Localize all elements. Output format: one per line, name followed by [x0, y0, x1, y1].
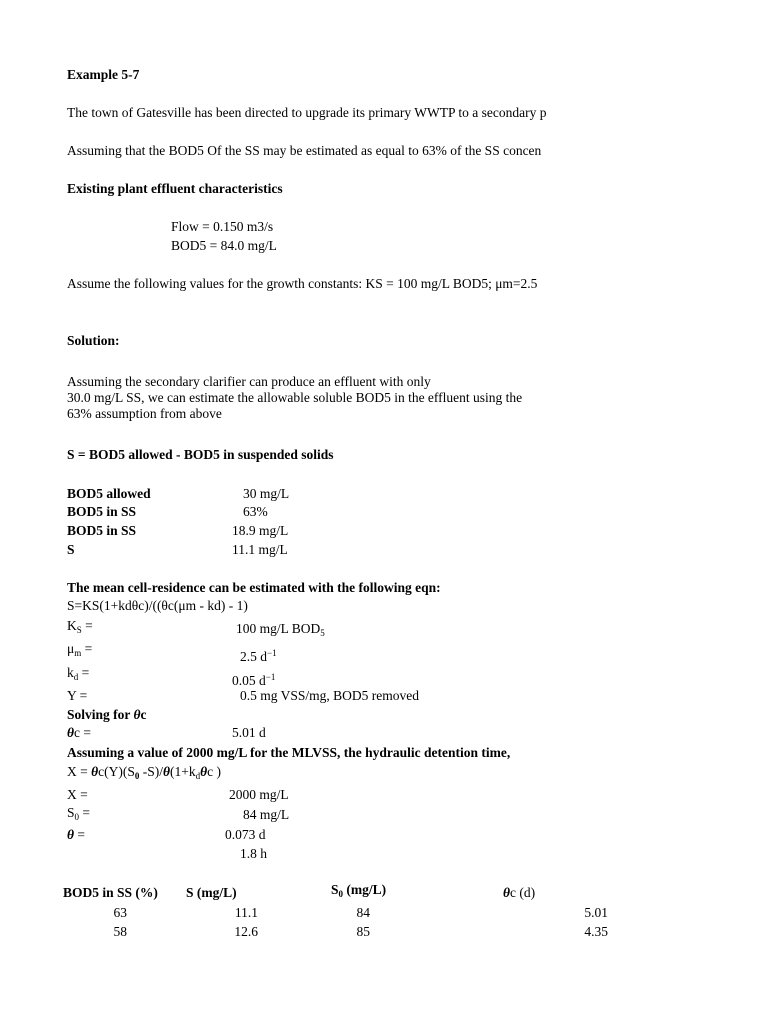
- bod5-line: BOD5 = 84.0 mg/L: [171, 238, 277, 253]
- intro-line-2: Assuming that the BOD5 Of the SS may be estimated as equal to 63% of the SS concen: [67, 143, 542, 158]
- theta-symbol: θ: [133, 707, 141, 722]
- theta-c-value: 5.01 d: [232, 725, 266, 740]
- theta-symbol: θ: [503, 885, 511, 900]
- s-equation-heading: S = BOD5 allowed - BOD5 in suspended solids: [67, 447, 334, 462]
- theta-label: θ =: [67, 827, 86, 842]
- s0-label: $S_0$ =: [67, 805, 91, 822]
- mcrt-equation: S=KS(1+kdθc)/((θc(μm - kd) - 1): [67, 598, 248, 613]
- table-header-theta-c: θc (d): [503, 885, 536, 900]
- bod-value: 18.9 mg/L: [232, 523, 289, 538]
- x-label: X =: [67, 787, 88, 802]
- table-cell: 63: [113, 905, 127, 920]
- x-value: 2000 mg/L: [229, 787, 289, 802]
- intro-line-1: The town of Gatesville has been directed to upgrade its primary WWTP to a secondary p: [67, 105, 547, 120]
- assume-line-2: 30.0 mg/L SS, we can estimate the allowable soluble BOD5 in the effluent using the: [67, 390, 523, 405]
- table-header-bod5: BOD5 in SS (%): [63, 885, 158, 900]
- bod-label: S: [67, 542, 75, 557]
- bod-label: BOD5 in SS: [67, 504, 137, 519]
- table-header-s0: $S_0$ (mg/L): [331, 882, 387, 899]
- solution-heading: Solution:: [67, 333, 120, 348]
- ks-value: 100 mg/L $BOD_5$: [236, 621, 325, 638]
- table-cell: 12.6: [234, 924, 258, 939]
- mu-label: $\mu_m$ =: [67, 641, 93, 658]
- table-cell: 4.35: [584, 924, 608, 939]
- bod-label: BOD5 allowed: [67, 486, 151, 501]
- theta-symbol: θ: [67, 827, 75, 842]
- bod-value: 11.1 mg/L: [232, 542, 288, 557]
- bod-label: BOD5 in SS: [67, 523, 137, 538]
- example-title: Example 5-7: [67, 67, 140, 82]
- bod-value: 63%: [243, 504, 268, 519]
- hours-value: 1.8 h: [240, 846, 267, 861]
- assume-line-3: 63% assumption from above: [67, 406, 222, 421]
- x-equation: $X = \theta c(Y)(S_0$ $-S)/\theta(1+k_d\theta c$ ): [67, 764, 222, 781]
- table-cell: 58: [113, 924, 127, 939]
- ks-label: $K_S$ =: [67, 618, 93, 635]
- s0-value: 84 mg/L: [243, 807, 290, 822]
- solving-for: Solving for θc: [67, 707, 147, 722]
- bod-value: 30 mg/L: [243, 486, 290, 501]
- existing-heading: Existing plant effluent characteristics: [67, 181, 283, 196]
- theta-value: 0.073 d: [225, 827, 266, 842]
- assume-line-1: Assuming the secondary clarifier can produce an effluent with only: [67, 374, 431, 389]
- growth-constants-line: Assume the following values for the growth constants: KS = 100 mg/L BOD5; μm=2.5: [67, 276, 538, 291]
- table-header-s: S (mg/L): [186, 885, 237, 900]
- table-cell: 5.01: [584, 905, 608, 920]
- y-label: Y =: [67, 688, 88, 703]
- kd-value: 0.05 $d^{-1}$: [232, 672, 276, 688]
- kd-label: $k_d$ =: [67, 665, 90, 682]
- mcrt-heading: The mean cell-residence can be estimated with the following eqn:: [67, 580, 441, 595]
- flow-line: Flow = 0.150 m3/s: [171, 219, 274, 234]
- mlvss-heading: Assuming a value of 2000 mg/L for the MLVSS, the hydraulic detention time,: [67, 745, 511, 760]
- table-cell: 11.1: [234, 905, 258, 920]
- table-cell: 85: [356, 924, 370, 939]
- table-cell: 84: [356, 905, 370, 920]
- theta-c-label: θc =: [67, 725, 91, 740]
- theta-symbol: θ: [67, 725, 75, 740]
- y-value: 0.5 mg VSS/mg, BOD5 removed: [240, 688, 420, 703]
- mu-value: 2.5 $d^{-1}$: [240, 648, 277, 664]
